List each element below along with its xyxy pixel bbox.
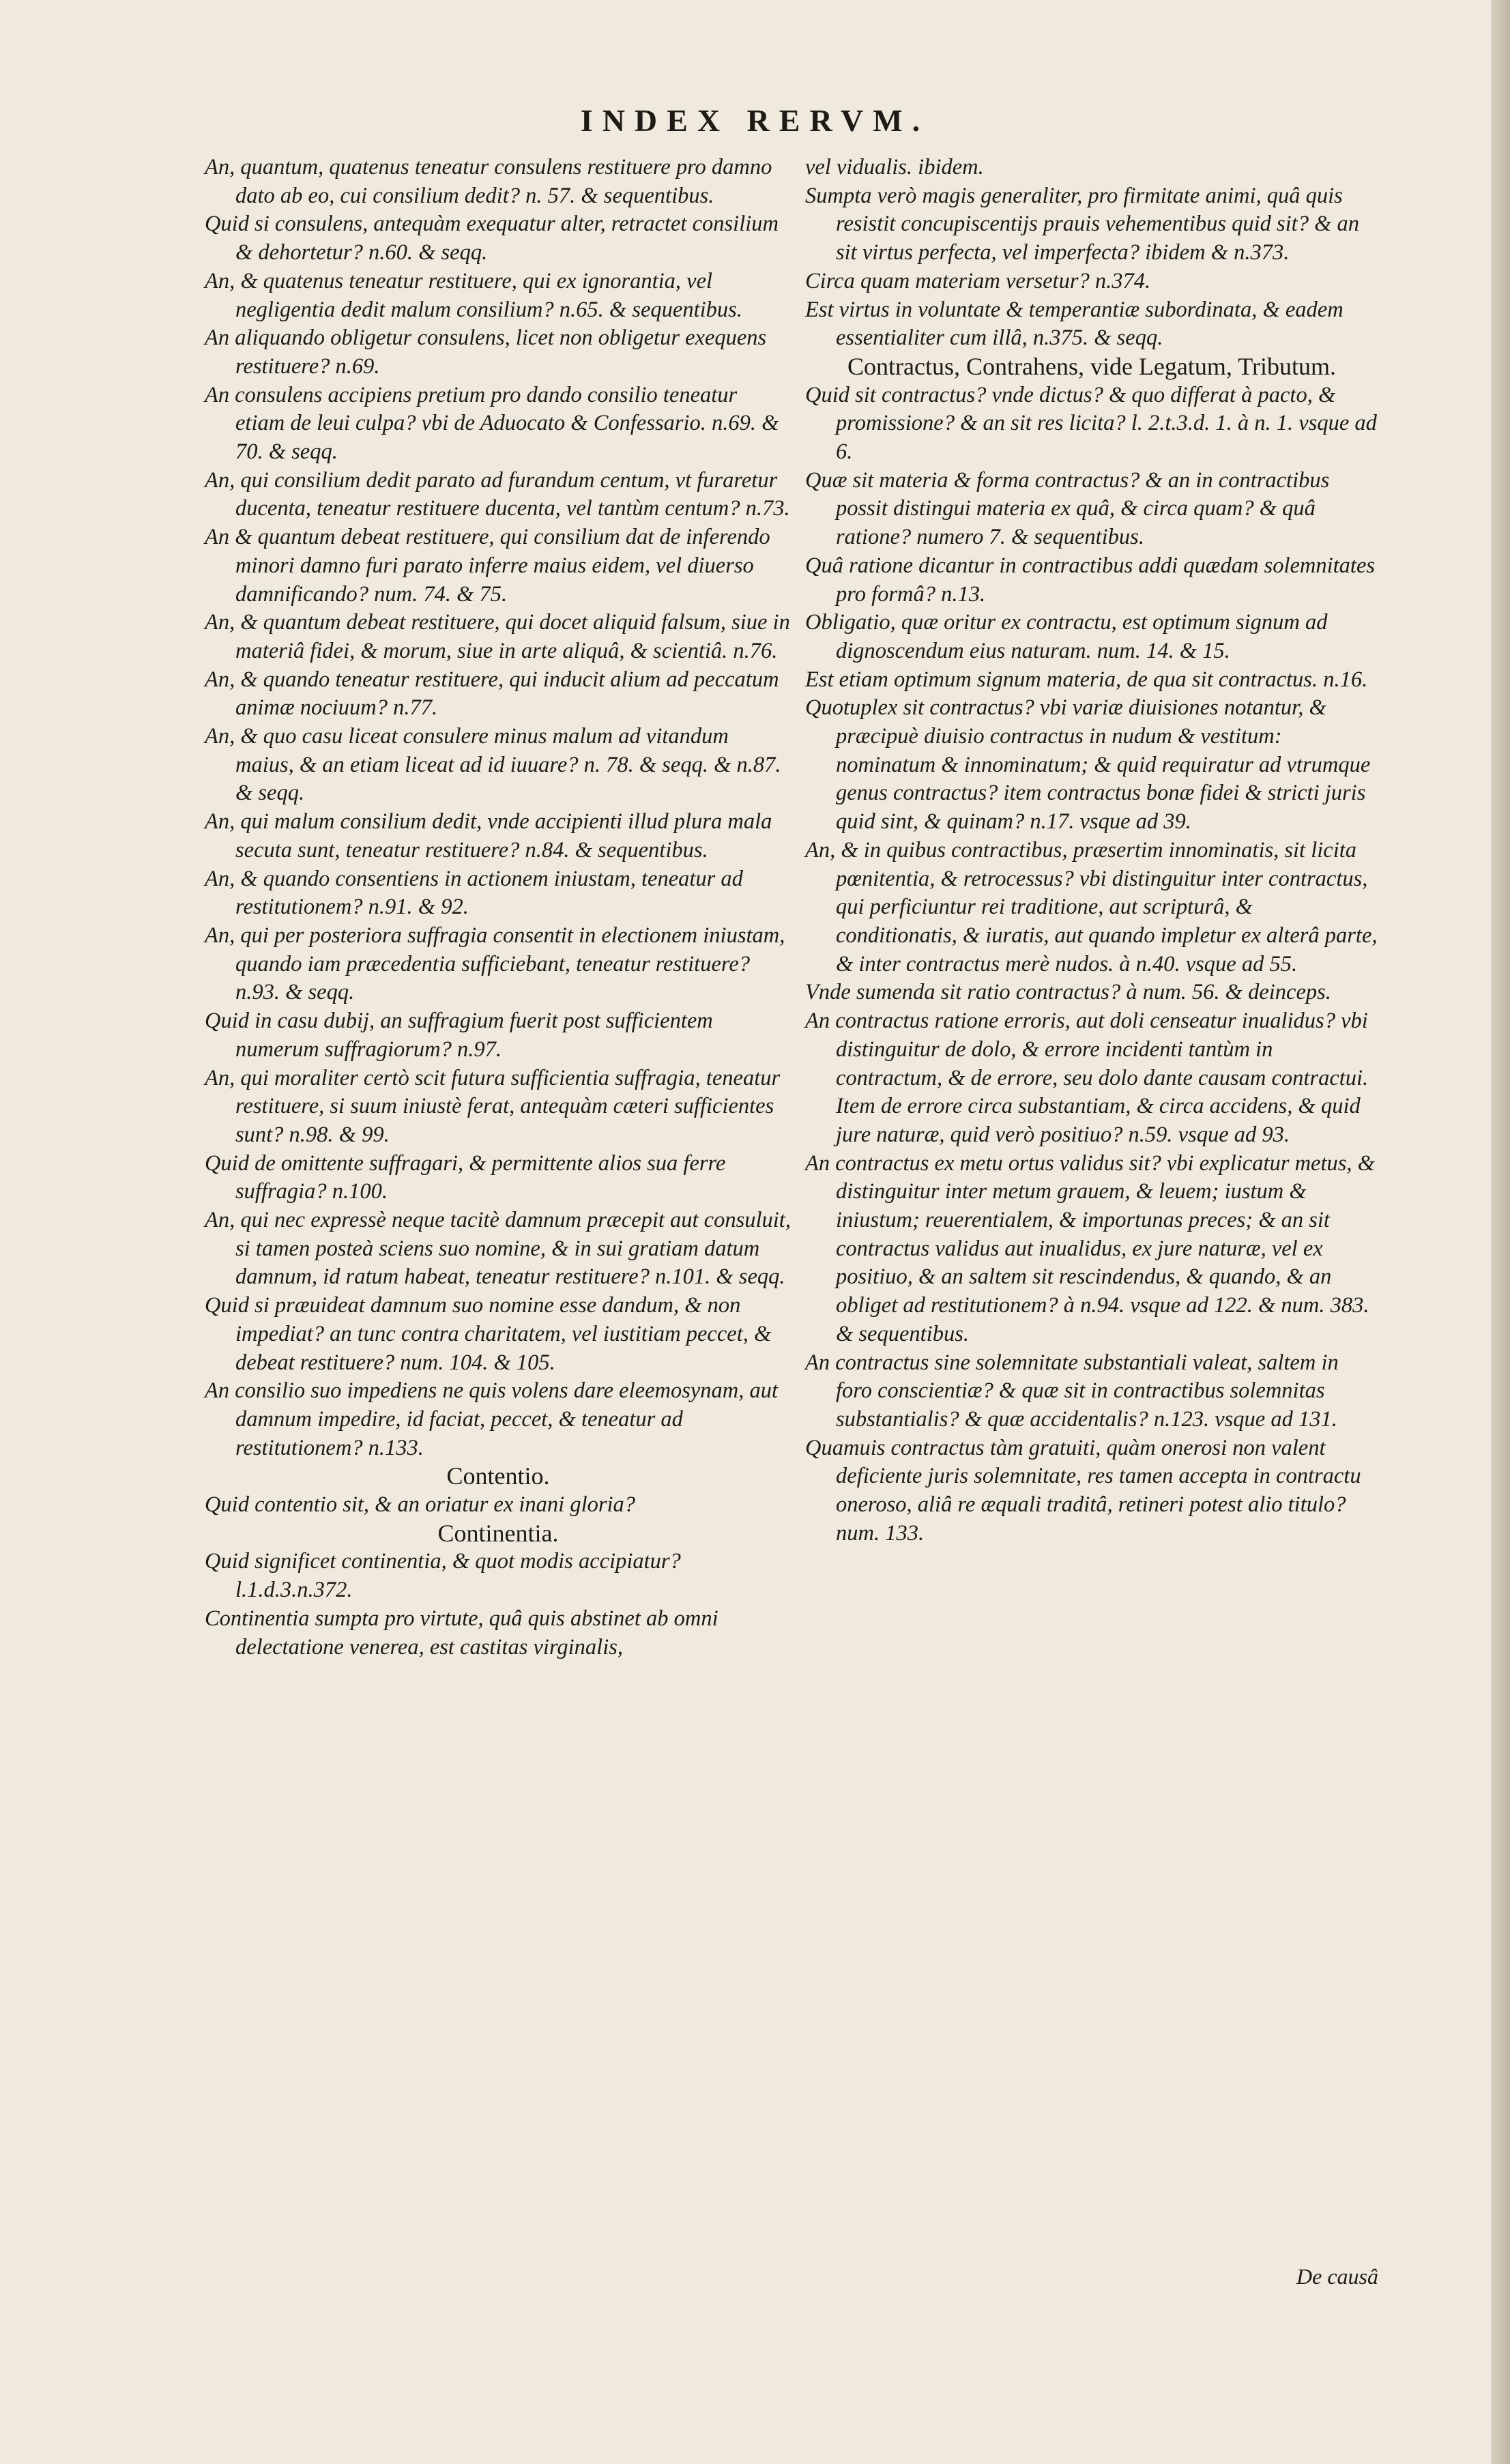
index-entry: Quid de omittente suffragari, & permittente alios sua ferre suffragia? n.100. [205, 1150, 726, 1204]
section-heading: Contractus, Contrahens, vide Legatum, Tributum. [847, 352, 1336, 380]
index-entry: An consilio suo impediens ne quis volens dare eleemosynam, aut damnum impedire, id faciat, peccet, & teneatur ad restitutionem? n.133. [205, 1378, 779, 1460]
index-entry: An aliquando obligetur consulens, licet non obligetur exequens restituere? n.69. [205, 325, 767, 379]
index-entry: An, & quantum debeat restituere, qui docet aliquid falsum, siue in materiâ fidei, & morum, siue in arte aliquâ, & scientiâ. n.76. [205, 610, 790, 663]
index-entry: Circa quam materiam versetur? n.374. [805, 268, 1151, 293]
index-entry: An & quantum debeat restituere, qui consilium dat de inferendo minori damno furi parato inferre maius eidem, vel diuerso damnificando? num. 74. & 75. [205, 525, 770, 607]
right-column [805, 154, 1378, 1548]
index-entry: Quotuplex sit contractus? vbi variæ diuisiones notantur, & præcipuè diuisio contractus in nudum & vestitum: nominatum & innominatum; & quid requiratur ad vtrumque genus contractus? item contractus bonæ fidei & stricti juris quid sint, & quinam? n.17. vsque ad 39. [805, 695, 1371, 835]
index-entry: Continentia sumpta pro virtute, quâ quis abstinet ab omni delectatione venerea, est castitas virginalis, [205, 1606, 718, 1659]
index-entry: Quâ ratione dicantur in contractibus addi quædam solemnitates pro formâ? n.13. [805, 553, 1376, 607]
index-entry: An, & quando consentiens in actionem iniustam, teneatur ad restitutionem? n.91. & 92. [205, 866, 743, 920]
index-entry: Quid si præuideat damnum suo nomine esse dandum, & non impediat? an tunc contra charitatem, vel iustitiam peccet, & debeat restituere? num. 104. & 105. [205, 1293, 772, 1375]
index-entry: Quid significet continentia, & quot modis accipiatur? l.1.d.3.n.372. [205, 1549, 681, 1603]
index-entry: An, qui malum consilium dedit, vnde accipienti illud plura mala secuta sunt, teneatur restituere? n.84. & sequentibus. [205, 809, 772, 863]
index-entry: Quid sit contractus? vnde dictus? & quo differat à pacto, & promissione? & an sit res licita? l. 2.t.3.d. 1. à n. 1. vsque ad 6. [805, 382, 1377, 465]
index-entry: An, & quo casu liceat consulere minus malum ad vitandum maius, & an etiam liceat ad id iuuare? n. 78. & seqq. & n.87. & seqq. [205, 724, 781, 806]
index-entry: An, quantum, quatenus teneatur consulens restituere pro damno dato ab eo, cui consilium dedit? n. 57. & sequentibus. [205, 155, 772, 208]
index-entry: An, & in quibus contractibus, præsertim innominatis, sit licita pœnitentia, & retrocessus? vbi distinguitur inter contractus, qui perficiuntur rei traditione, aut scripturâ, & conditionatis, & iuratis, aut quando impletur ex alterâ parte, & inter contractus merè nudos. à n.40. vsque ad 55. [805, 837, 1378, 976]
index-entry: An contractus sine solemnitate substantiali valeat, saltem in foro conscientiæ? & quæ sit in contractibus solemnitas substantialis? & quæ accidentalis? n.123. vsque ad 131. [805, 1350, 1339, 1432]
index-entry: Sumpta verò magis generaliter, pro firmitate animi, quâ quis resistit concupiscentijs prauis vehementibus quid sit? & an sit virtus perfecta, vel imperfecta? ibidem & n.373. [805, 183, 1359, 265]
index-entry: An contractus ex metu ortus validus sit? vbi explicatur metus, & distinguitur inter metum grauem, & leuem; iustum & iniustum; reuerentialem, & importunas preces; & an sit contractus validus aut inualidus, ex jure naturæ, vel ex positiuo, & an saltem sit rescindendus, & quando, & an obliget ad restitutionem? à n.94. vsque ad 122. & num. 383. & sequentibus. [805, 1150, 1375, 1346]
page-edge [1491, 0, 1510, 2464]
catchword: De causâ [1296, 2264, 1378, 2289]
index-entry: Quamuis contractus tàm gratuiti, quàm onerosi non valent deficiente juris solemnitate, res tamen accepta in contractu oneroso, aliâ re æquali traditâ, retineri potest alio titulo? num. 133. [805, 1435, 1361, 1546]
index-entry: Vnde sumenda sit ratio contractus? à num. 56. & deinceps. [805, 980, 1331, 1005]
index-entry: An, & quatenus teneatur restituere, qui ex ignorantia, vel negligentia dedit malum consilium? n.65. & sequentibus. [205, 268, 742, 322]
index-entry: An, qui moraliter certò scit futura sufficientia suffragia, teneatur restituere, si suum iniustè ferat, antequàm cæteri sufficientes sunt? n.98. & 99. [205, 1065, 781, 1147]
index-entry: Quæ sit materia & forma contractus? & an in contractibus possit distingui materia ex quâ, & circa quam? & quâ ratione? numero 7. & sequentibus. [805, 467, 1330, 550]
index-entry: An consulens accipiens pretium pro dando consilio teneatur etiam de leui culpa? vbi de Aduocato & Confessario. n.69. & 70. & seqq. [205, 382, 779, 465]
index-entry: An, qui nec expressè neque tacitè damnum præcepit aut consuluit, si tamen posteà sciens suo nomine, & in sui gratiam datum damnum, id ratum habeat, teneatur restituere? n.101. & seqq. [205, 1208, 791, 1290]
index-entry: An contractus ratione erroris, aut doli censeatur inualidus? vbi distinguitur de dolo, & errore incidenti tantùm in contractum, & de errore, seu dolo dante causam contractui. Item de errore circa substantiam, & circa accidens, & quid jure naturæ, quid verò positiuo? n.59. vsque ad 93. [805, 1009, 1369, 1147]
index-entry: An, qui consilium dedit parato ad furandum centum, vt furaretur ducenta, teneatur restituere ducenta, vel tantùm centum? n.73. [205, 467, 790, 521]
section-heading: Continentia. [437, 1519, 559, 1547]
index-entry: Quid si consulens, antequàm exequatur alter, retractet consilium & dehortetur? n.60. & seqq. [205, 212, 779, 265]
index-entry: Quid contentio sit, & an oriatur ex inani gloria? [205, 1492, 636, 1518]
section-heading: Contentio. [446, 1462, 550, 1490]
index-entry: Quid in casu dubij, an suffragium fuerit post sufficientem numerum suffragiorum? n.97. [205, 1009, 713, 1062]
index-entry: An, qui per posteriora suffragia consentit in electionem iniustam, quando iam præcedentia sufficiebant, teneatur restituere? n.93. & seqq. [205, 923, 785, 1005]
page-header: INDEX RERVM. [580, 103, 930, 138]
index-entry: Est virtus in voluntate & temperantiæ subordinata, & eadem essentialiter cum illâ, n.375. & seqq. [805, 297, 1344, 351]
index-entry: Obligatio, quæ oritur ex contractu, est optimum signum ad dignoscendum eius naturam. num. 14. & 15. [805, 610, 1328, 663]
index-entry: An, & quando teneatur restituere, qui inducit alium ad peccatum animæ nociuum? n.77. [205, 667, 779, 721]
left-column [205, 154, 792, 1662]
index-entry: vel vidualis. ibidem. [805, 155, 984, 179]
index-entry: Est etiam optimum signum materia, de qua sit contractus. n.16. [805, 667, 1368, 692]
